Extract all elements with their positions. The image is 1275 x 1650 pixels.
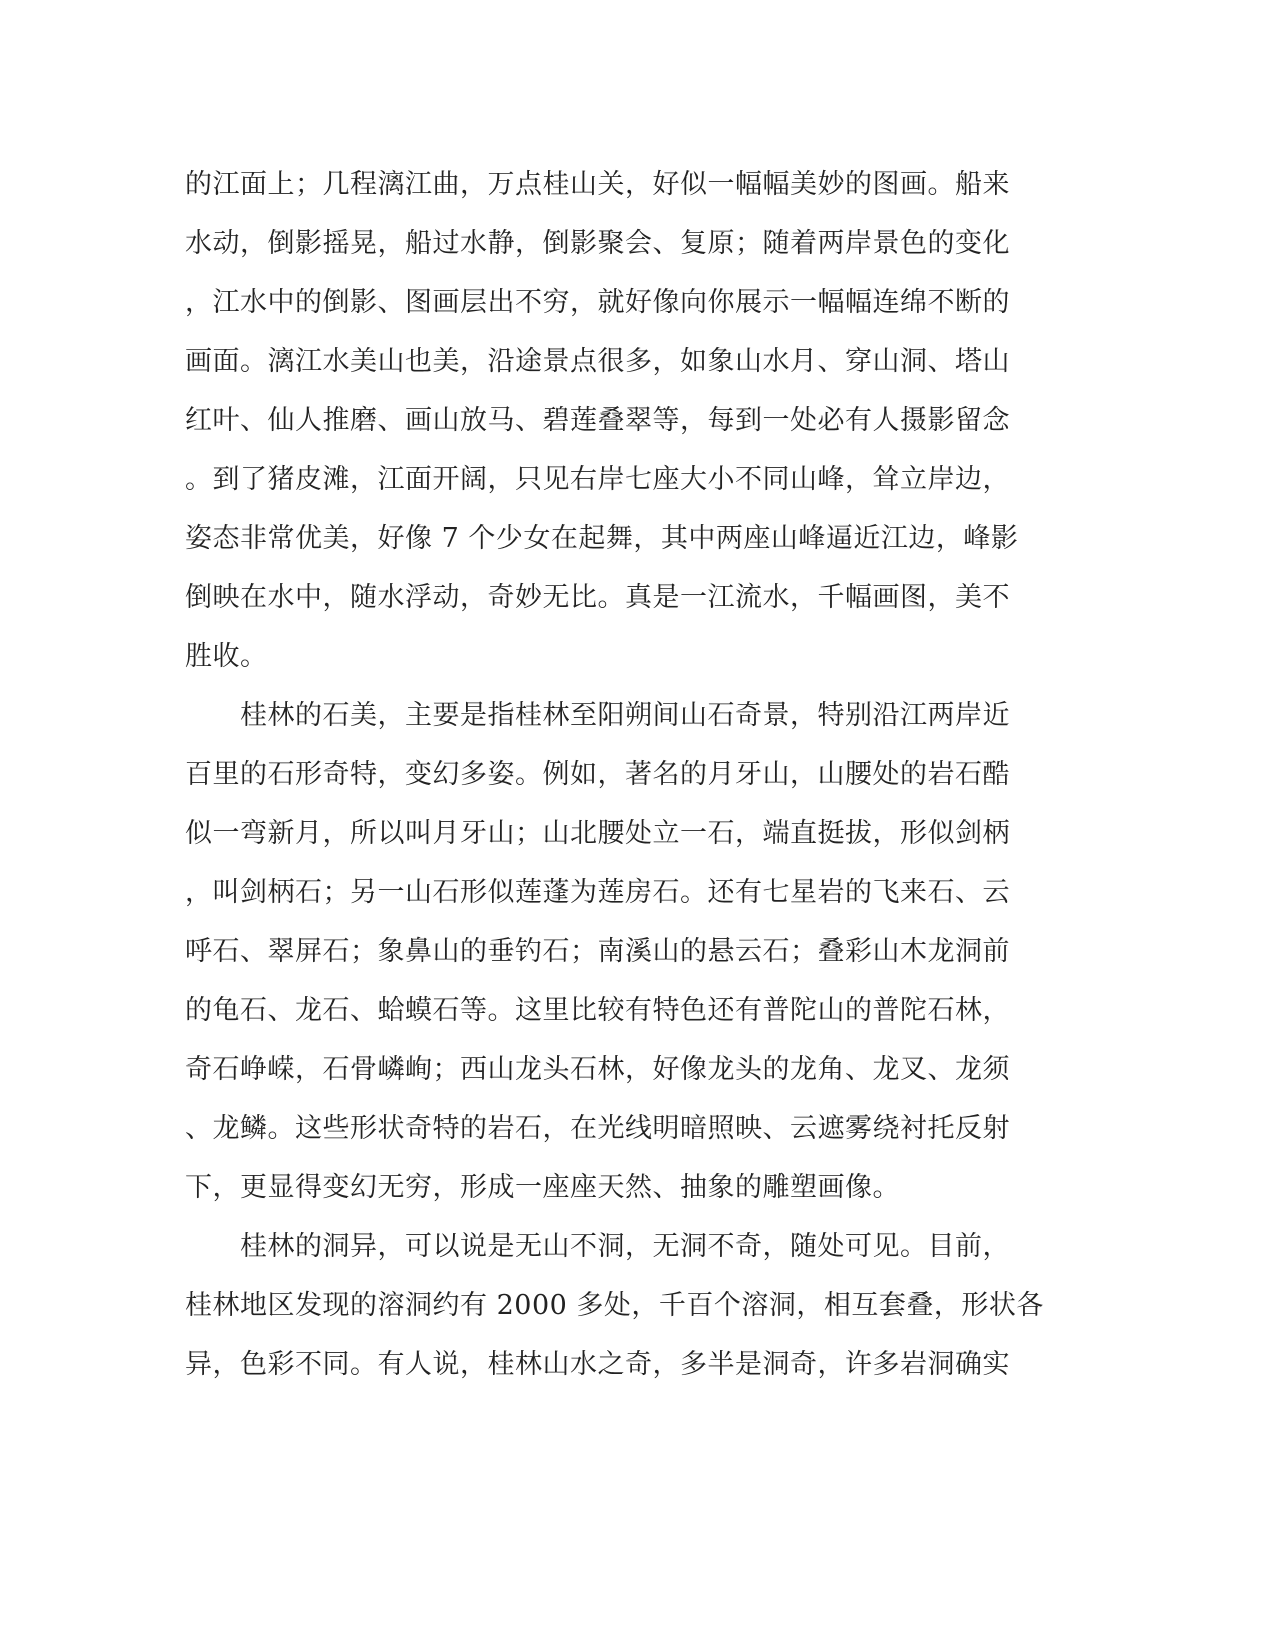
text-line: 水动，倒影摇晃，船过水静，倒影聚会、复原；随着两岸景色的变化: [185, 228, 1010, 259]
text-line: 的江面上；几程漓江曲，万点桂山关，好似一幅幅美妙的图画。船来: [185, 169, 1010, 200]
body-text: [185, 155, 1045, 1394]
text-line: ，叫剑柄石；另一山石形似莲蓬为莲房石。还有七星岩的飞来石、云: [185, 877, 1010, 908]
text-line: 。到了猪皮滩，江面开阔，只见右岸七座大小不同山峰，耸立岸边，: [185, 464, 1010, 495]
text-line: 似一弯新月，所以叫月牙山；山北腰处立一石，端直挺拔，形似剑柄: [185, 818, 1010, 849]
text-line: 画面。漓江水美山也美，沿途景点很多，如象山水月、穿山洞、塔山: [185, 346, 1010, 377]
text-line: 桂林的石美，主要是指桂林至阳朔间山石奇景，特别沿江两岸近: [185, 700, 1010, 731]
text-line: 、龙鳞。这些形状奇特的岩石，在光线明暗照映、云遮雾绕衬托反射: [185, 1113, 1010, 1144]
text-line: 百里的石形奇特，变幻多姿。例如，著名的月牙山，山腰处的岩石酷: [185, 759, 1010, 790]
text-line: 桂林地区发现的溶洞约有 2000 多处，千百个溶洞，相互套叠，形状各: [185, 1290, 1044, 1321]
text-line: 胜收。: [185, 641, 268, 672]
text-line: ，江水中的倒影、图画层出不穷，就好像向你展示一幅幅连绵不断的: [185, 287, 1010, 318]
text-line: 桂林的洞异，可以说是无山不洞，无洞不奇，随处可见。目前，: [185, 1231, 1010, 1262]
text-line: 异，色彩不同。有人说，桂林山水之奇，多半是洞奇，许多岩洞确实: [185, 1349, 1010, 1380]
text-line: 姿态非常优美，好像 7 个少女在起舞，其中两座山峰逼近江边，峰影: [185, 523, 1019, 554]
text-line: 倒映在水中，随水浮动，奇妙无比。真是一江流水，千幅画图，美不: [185, 582, 1010, 613]
text-line: 的龟石、龙石、蛤蟆石等。这里比较有特色还有普陀山的普陀石林，: [185, 995, 1010, 1026]
text-line: 呼石、翠屏石；象鼻山的垂钓石；南溪山的悬云石；叠彩山木龙洞前: [185, 936, 1010, 967]
text-line: 下，更显得变幻无穷，形成一座座天然、抽象的雕塑画像。: [185, 1172, 900, 1203]
text-line: 奇石峥嵘，石骨嶙峋；西山龙头石林，好像龙头的龙角、龙叉、龙须: [185, 1054, 1010, 1085]
text-line: 红叶、仙人推磨、画山放马、碧莲叠翠等，每到一处必有人摄影留念: [185, 405, 1010, 436]
